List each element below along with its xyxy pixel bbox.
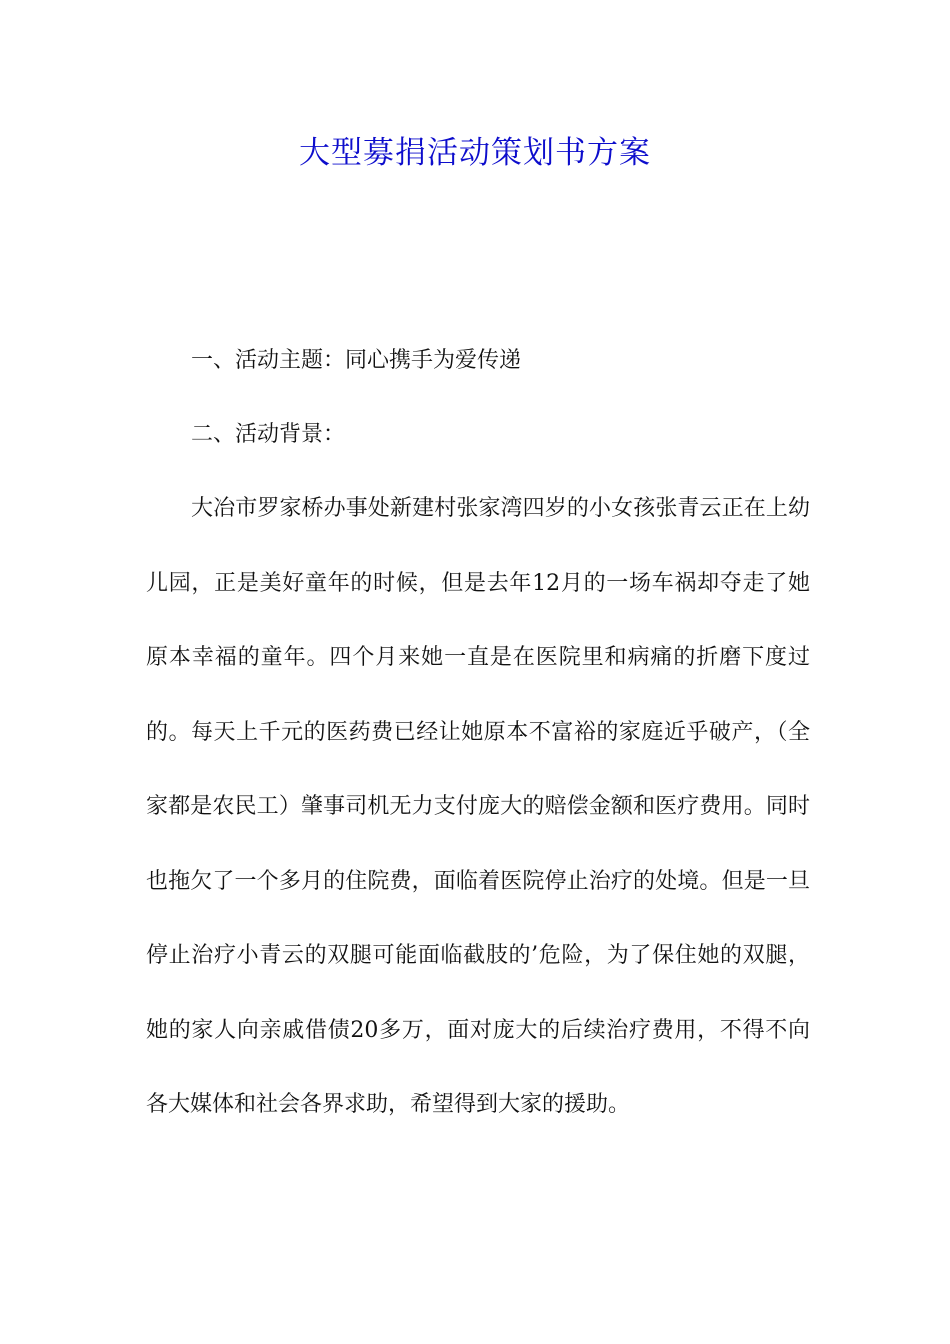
document-body bbox=[146, 339, 810, 1158]
section-heading-theme: 一、活动主题：同心携手为爱传递 bbox=[191, 348, 522, 373]
document-title: 大型募捐活动策划书方案 bbox=[299, 135, 651, 171]
background-paragraph: 大冶市罗家桥办事处新建村张家湾四岁的小女孩张青云正在上幼儿园，正是美好童年的时候，但是去年12月的一场车祸却夺走了她原本幸福的童年。四个月来她一直是在医院里和病痛的折磨下度过的。每天上千元的医药费已经让她原本不富裕的家庭近乎破产，（全家都是农民工）肇事司机无力支付庞大的赔偿金额和医疗费用。同时也拖欠了一个多月的住院费，面临着医院停止治疗的处境。但是一旦停止治疗小青云的双腿可能面临截肢的’危险，为了保住她的双腿，她的家人向亲戚借债20多万，面对庞大的后续治疗费用，不得不向各大媒体和社会各界求助，希望得到大家的援助。 bbox=[146, 496, 810, 1117]
section-heading-background: 二、活动背景： bbox=[191, 422, 346, 447]
